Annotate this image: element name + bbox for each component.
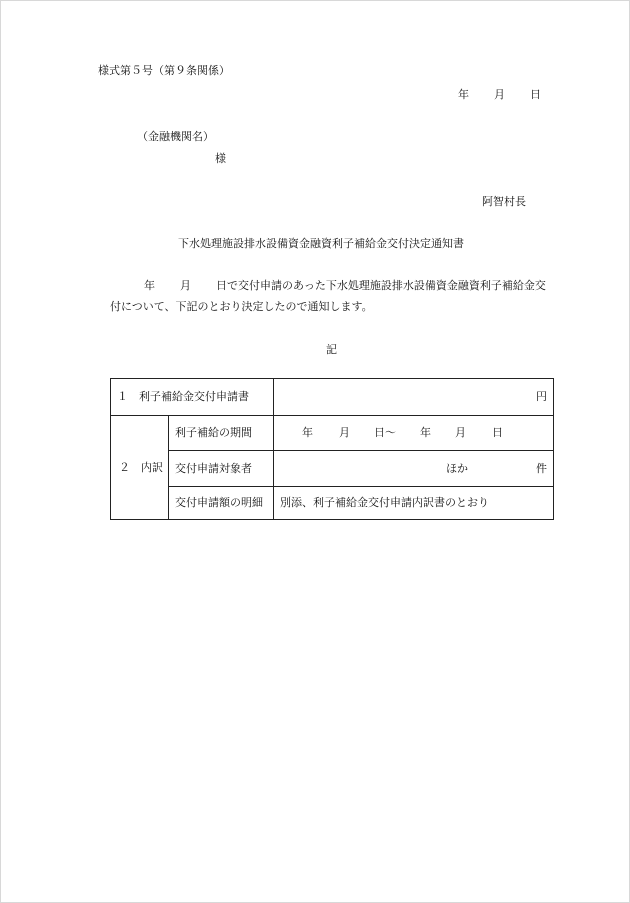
institution-name-placeholder: （金融機関名） [137,130,214,143]
issuer-name: 阿智村長 [482,195,526,208]
ki-heading: 記 [326,343,337,356]
amount-detail-value: 別添、利子補給金交付申請内訳書のとおり [274,486,554,519]
date-day: 日 [530,88,541,101]
date-month: 月 [494,88,505,101]
period-start-day: 日～ [374,426,396,440]
applicants-label: 交付申請対象者 [169,451,274,487]
period-label: 利子補給の期間 [169,415,274,451]
count-unit: 件 [536,461,547,475]
date-line [458,89,541,100]
honorific: 様 [215,152,226,165]
breakdown-label: ２ 内訳 [111,415,169,519]
yen-unit: 円 [536,390,547,404]
amount-detail-label: 交付申請額の明細 [169,486,274,519]
period-end-day: 日 [492,426,503,440]
others-label: ほか [446,461,468,475]
body-line-2: 付について、下記のとおり決定したので通知します。 [110,300,373,313]
application-amount-cell [274,379,554,416]
table-row [111,415,554,451]
applicants-value [274,451,554,487]
period-start-year: 年 [302,426,313,440]
application-label: １ 利子補給金交付申請書 [111,379,274,416]
table-row [111,451,554,487]
body-month: 月 [180,279,191,292]
grant-table [110,378,554,520]
body-line1-rest: 日で交付申請のあった下水処理施設排水設備資金融資利子補給金交 [216,279,546,292]
table-row [111,486,554,519]
period-value [274,415,554,451]
period-start-month: 月 [339,426,350,440]
date-year: 年 [458,88,469,101]
body-line-1 [144,280,546,291]
period-end-month: 月 [455,426,466,440]
document-title: 下水処理施設排水設備資金融資利子補給金交付決定通知書 [178,237,464,250]
body-year: 年 [144,279,155,292]
period-end-year: 年 [420,426,431,440]
table-row [111,379,554,416]
form-number: 様式第５号（第９条関係） [98,64,230,77]
